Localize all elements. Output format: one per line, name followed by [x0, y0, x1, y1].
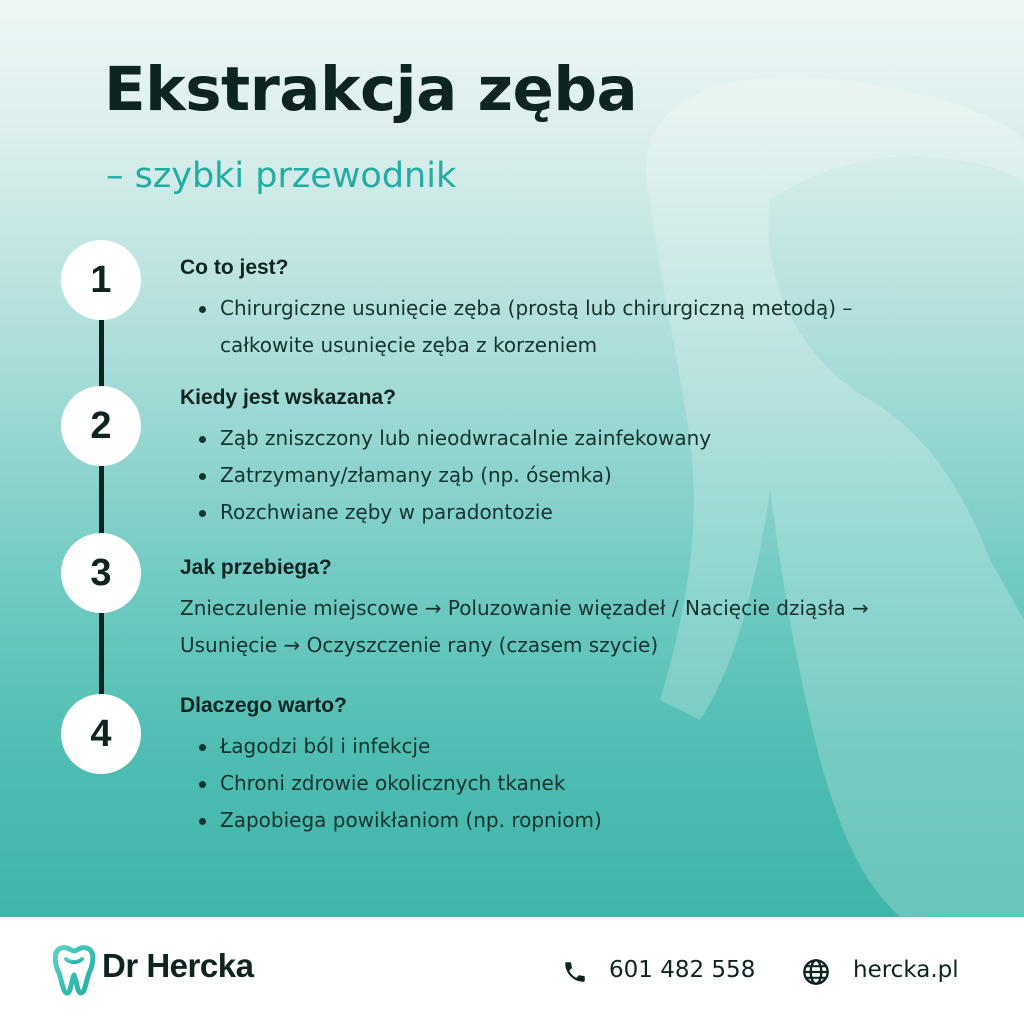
- step-number-1: 1: [61, 240, 141, 320]
- list-item: Ząb zniszczony lub nieodwracalnie zainfekowany: [180, 420, 900, 457]
- section-benefits: [180, 694, 900, 839]
- page-subtitle: – szybki przewodnik: [106, 156, 457, 196]
- step-number-2: 2: [61, 386, 141, 466]
- bullet-list: [180, 420, 900, 531]
- section-what-is-it: [180, 256, 900, 364]
- list-item: Zapobiega powikłaniom (np. ropniom): [180, 802, 900, 839]
- step-number-3: 3: [61, 533, 141, 613]
- bullet-list: [180, 728, 900, 839]
- section-heading: Jak przebiega?: [180, 556, 332, 579]
- list-item: Rozchwiane zęby w paradontozie: [180, 494, 900, 531]
- list-item: Zatrzymany/złamany ząb (np. ósemka): [180, 457, 900, 494]
- list-item: Łagodzi ból i infekcje: [180, 728, 900, 765]
- section-indications: [180, 386, 900, 531]
- step-number-4: 4: [61, 694, 141, 774]
- globe-icon: [802, 958, 830, 986]
- footer: [0, 917, 1024, 1024]
- tooth-logo-icon: [53, 945, 95, 997]
- website-link[interactable]: hercka.pl: [853, 957, 959, 983]
- brand-name: Dr Hercka: [102, 947, 254, 984]
- section-heading: Co to jest?: [180, 256, 289, 279]
- page-title: Ekstrakcja zęba: [104, 54, 638, 125]
- list-item: Chirurgiczne usunięcie zęba (prostą lub chirurgiczną metodą) – całkowite usunięcie zęba z korzeniem: [180, 290, 900, 364]
- section-heading: Dlaczego warto?: [180, 694, 347, 717]
- phone-icon: [562, 958, 588, 986]
- section-heading: Kiedy jest wskazana?: [180, 386, 396, 409]
- list-item: Chroni zdrowie okolicznych tkanek: [180, 765, 900, 802]
- phone-number[interactable]: 601 482 558: [609, 957, 756, 983]
- section-procedure: [180, 556, 920, 664]
- timeline-line: [99, 280, 104, 735]
- procedure-flow: Znieczulenie miejscowe → Poluzowanie więzadeł / Nacięcie dziąsła → Usunięcie → Oczyszczenie rany (czasem szycie): [180, 596, 869, 657]
- bullet-list: [180, 290, 900, 364]
